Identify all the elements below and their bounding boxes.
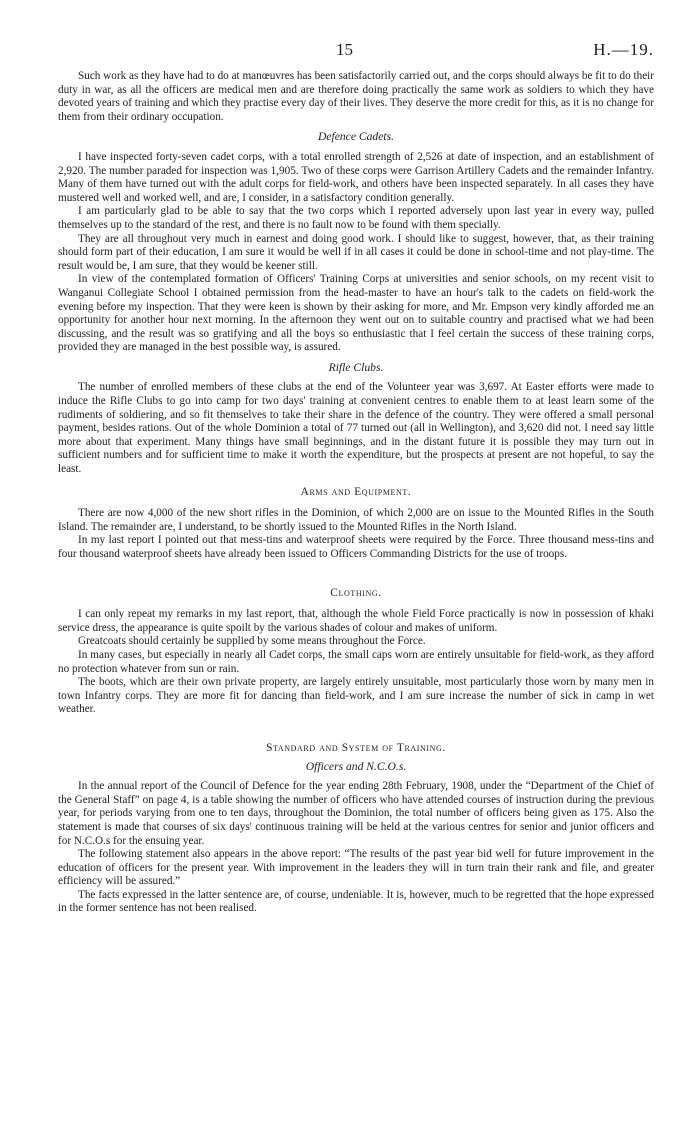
body-paragraph: Greatcoats should certainly be supplied by some means throughout the Force. — [78, 635, 426, 648]
body-paragraph: I can only repeat my remarks in my last report, that, although the whole Field Force practically is now in possession of khaki service dress, the appearance is quite spoilt by the various shades of colour and makes of uniform. — [58, 608, 654, 634]
body-paragraph: The facts expressed in the latter sentence are, of course, undeniable. It is, however, much to be regretted that the hope expressed in the former sentence has not been realised. — [58, 888, 654, 915]
body-paragraph: They are all throughout very much in earnest and doing good work. I should like to suggest, however, that, as their training should form part of their education, I am sure it would be well if in all cases it could be done in school-time and not play-time. The result would be, I am sure, that they would be keener still. — [58, 232, 654, 272]
intro-paragraph: Such work as they have had to do at manœuvres has been satisfactorily carried out, and the corps should always be fit to do their duty in war, as all the officers are medical men and are therefore doing practically the same work as soldiers to which they have devoted years of training and which they practise every day of their lives. They deserve the more credit for this, as it is no change for them from their ordinary occupation. — [58, 70, 654, 123]
page-number: 15 — [336, 40, 353, 59]
subsection-heading-officers: Officers and N.C.O.s. — [305, 759, 407, 773]
page-header — [58, 0, 654, 70]
body-paragraph: In my last report I pointed out that mess-tins and waterproof sheets were required by the Force. Three thousand mess-tins and four thousand waterproof sheets have already been issued to Officers Commanding Districts for the use of troops. — [58, 534, 654, 560]
body-paragraph: The following statement also appears in the above report: “The results of the past year bid well for future improvement in the education of officers for the present year. With improvement in the leaders they will in turn train their rank and file, and greater efficiency will be assured.” — [58, 848, 654, 888]
body-paragraph: In many cases, but especially in nearly all Cadet corps, the small caps worn are entirely unsuitable for field-work, as they afford no protection whatever from sun or rain. — [58, 648, 654, 675]
section-heading-clothing: Clothing. — [330, 586, 382, 599]
document-body — [58, 70, 654, 916]
body-paragraph: The boots, which are their own private property, are largely entirely unsuitable, most particularly those worn by many men in town Infantry corps. They are more fit for dancing than field-work, and I am sure increase the number of sick in camp in wet weather. — [58, 676, 654, 716]
body-paragraph: There are now 4,000 of the new short rifles in the Dominion, of which 2,000 are on issue to the Mounted Rifles in the South Island. The remainder are, I understand, to be shortly issued to the Mounted Rifles in the North Island. — [58, 507, 654, 533]
section-heading-arms-equipment: Arms and Equipment. — [300, 485, 412, 498]
body-paragraph: The number of enrolled members of these clubs at the end of the Volunteer year was 3,697. At Easter efforts were made to induce the Rifle Clubs to go into camp for two days' training at convenient centres to enable them to at least learn some of the rudiments of soldiering, and so fit themselves to take their share in the defence of the country. They were offered a small personal payment, besides rations. Out of the whole Dominion a total of 77 turned out (all in Wellington), and 3,620 did not. I need say little more about that experiment. Many things have small beginnings, and in the distant future it is possible they may turn out in sufficient numbers and for sufficient time to make it worth the expenditure, but the prospects at present are not hopeful, to say the least. — [58, 381, 654, 476]
section-heading-training: Standard and System of Training. — [266, 741, 446, 754]
body-paragraph: I have inspected forty-seven cadet corps, with a total enrolled strength of 2,526 at date of inspection, and an establishment of 2,920. The number paraded for inspection was 1,905. Two of these corps were Garrison Artillery Cadets and the remainder Infantry. Many of them have turned out with the adult corps for field-work, and others have been inspected separately. In all cases they have mustered well and worked well, and are, I consider, in a satisfactory condition generally. — [58, 150, 654, 204]
body-paragraph: In the annual report of the Council of Defence for the year ending 28th February, 1908, under the “Department of the Chief of the General Staff” on page 4, is a table showing the number of officers who have attended courses of instruction during the previous year, for periods varying from one to ten days, throughout the Dominion, the total number of officers being given as 175. Also the statement is made that courses of six days' continuous training will be held at the various centres for senior and junior officers and for N.C.O.s for the ensuing year. — [58, 780, 654, 847]
document-reference: H.—19. — [593, 40, 654, 59]
body-paragraph: I am particularly glad to be able to say that the two corps which I reported adversely upon last year in every way, pulled themselves up to the standard of the rest, and there is no fault now to be found with them specially. — [58, 205, 654, 231]
section-heading-rifle-clubs: Rifle Clubs. — [328, 360, 384, 374]
section-heading-defence-cadets: Defence Cadets. — [318, 130, 394, 144]
body-paragraph: In view of the contemplated formation of Officers' Training Corps at universities and senior schools, on my recent visit to Wanganui Collegiate School I obtained permission from the head-master to have an hour's talk to the cadets on field-work the evening before my inspection. That they were keen is shown by their asking for more, and Mr. Empson very kindly afforded me an opportunity for another hour next morning. In the afternoon they went out on to suitable country and practised what we had been discussing, and the result was so gratifying and all the boys so enthusiastic that I feel certain the success of these training corps, provided they are managed in the best possible way, is assured. — [58, 273, 654, 354]
